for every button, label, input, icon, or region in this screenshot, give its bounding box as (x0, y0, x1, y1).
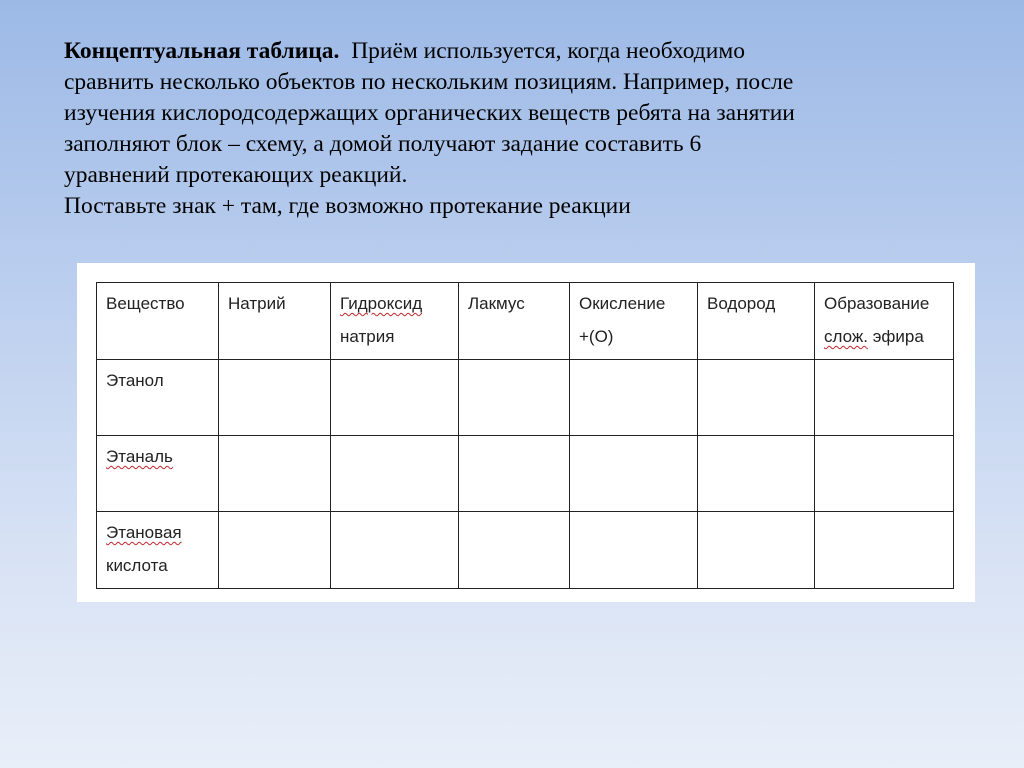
empty-cell[interactable] (698, 360, 815, 436)
empty-cell[interactable] (219, 512, 331, 589)
header-label-2: натрия (340, 327, 395, 346)
header-cell-oxidation (570, 283, 698, 360)
table-row (97, 360, 954, 436)
empty-cell[interactable] (219, 360, 331, 436)
header-label-2a: слож. (824, 327, 868, 346)
header-label-2: +(О) (579, 327, 614, 346)
header-label: Вещество (106, 294, 185, 313)
table-header-row (97, 283, 954, 360)
header-label: Водород (707, 294, 776, 313)
empty-cell[interactable] (570, 436, 698, 512)
header-cell-hydrogen (698, 283, 815, 360)
table-row (97, 512, 954, 589)
concept-table (96, 282, 954, 589)
empty-cell[interactable] (698, 512, 815, 589)
row-label-ethanol (97, 360, 219, 436)
header-cell-substance (97, 283, 219, 360)
instruction-text: Поставьте знак + там, где возможно протекание реакции (64, 193, 631, 219)
cropped-text-remnant (77, 263, 975, 269)
intro-paragraph (64, 36, 984, 191)
row-label-2: кислота (106, 556, 168, 575)
table-row (97, 436, 954, 512)
empty-cell[interactable] (815, 512, 954, 589)
row-label: Этановая (106, 523, 182, 542)
header-label: Гидроксид (340, 294, 423, 313)
intro-line-4: заполняют блок – схему, а домой получают задание составить 6 (64, 131, 702, 157)
header-label-2b: эфира (867, 327, 924, 346)
header-label: Натрий (228, 294, 286, 313)
intro-line-1: Приём используется, когда необходимо (351, 38, 745, 64)
empty-cell[interactable] (331, 360, 459, 436)
empty-cell[interactable] (459, 360, 570, 436)
row-label: Этаналь (106, 447, 173, 466)
header-cell-sodium-hydroxide (331, 283, 459, 360)
empty-cell[interactable] (698, 436, 815, 512)
empty-cell[interactable] (459, 512, 570, 589)
header-cell-ester-formation (815, 283, 954, 360)
empty-cell[interactable] (459, 436, 570, 512)
empty-cell[interactable] (219, 436, 331, 512)
header-cell-sodium (219, 283, 331, 360)
intro-line-5: уравнений протекающих реакций. (64, 162, 408, 188)
empty-cell[interactable] (815, 436, 954, 512)
header-label: Образование (824, 294, 930, 313)
intro-title: Концептуальная таблица. (64, 38, 340, 64)
empty-cell[interactable] (570, 360, 698, 436)
row-label: Этанол (106, 371, 164, 390)
header-cell-litmus (459, 283, 570, 360)
concept-table-image (77, 263, 975, 602)
row-label-ethanoic-acid (97, 512, 219, 589)
empty-cell[interactable] (331, 512, 459, 589)
empty-cell[interactable] (331, 436, 459, 512)
row-label-ethanal (97, 436, 219, 512)
header-label: Окисление (579, 294, 666, 313)
empty-cell[interactable] (570, 512, 698, 589)
intro-line-2: сравнить несколько объектов по нескольким позициям. Например, после (64, 69, 794, 95)
intro-line-3: изучения кислородсодержащих органических веществ ребята на занятии (64, 100, 795, 126)
empty-cell[interactable] (815, 360, 954, 436)
intro-text (64, 36, 984, 222)
header-label: Лакмус (468, 294, 525, 313)
